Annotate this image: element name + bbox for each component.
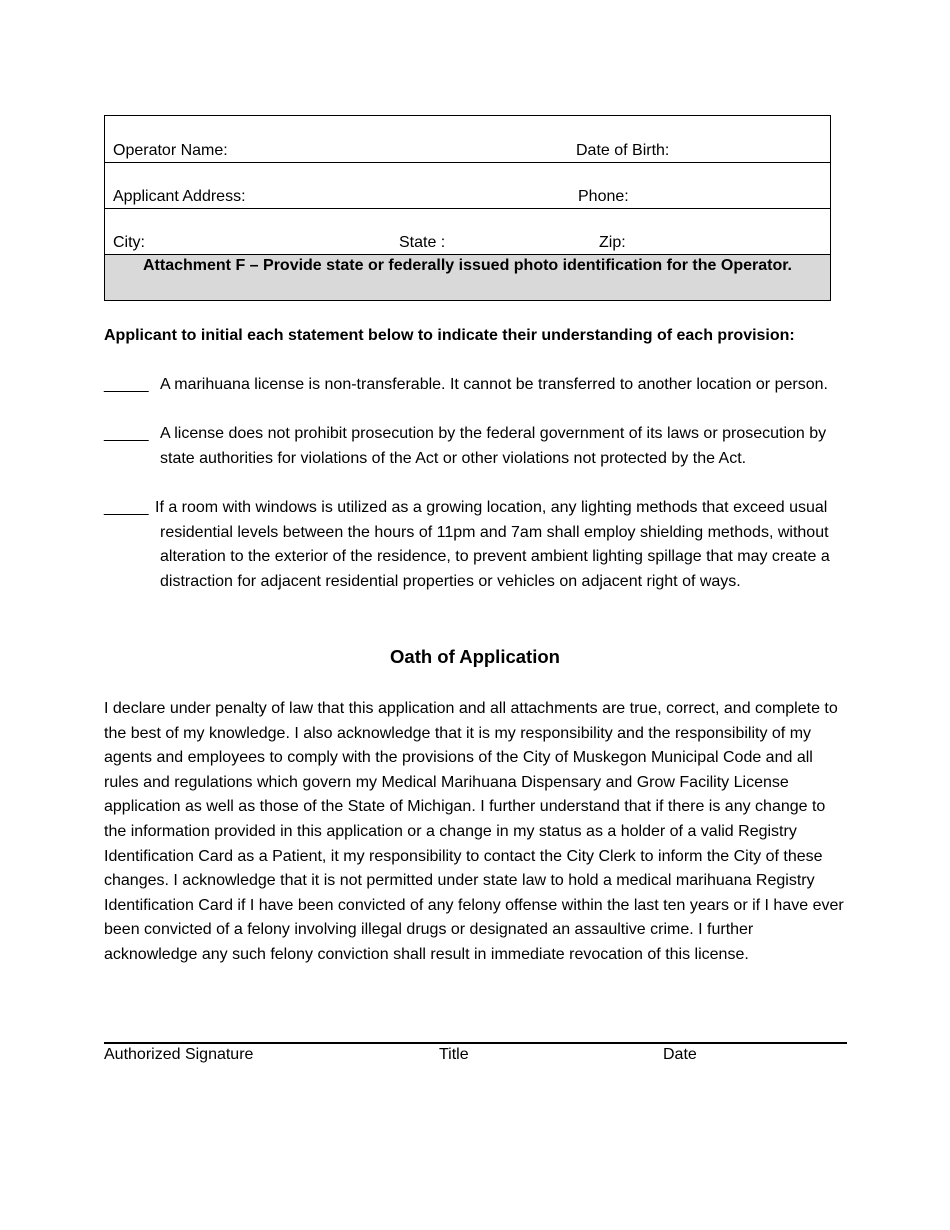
city-row xyxy=(105,208,830,255)
statement-item xyxy=(104,373,839,398)
statement-item xyxy=(104,422,839,471)
initial-blank: _____ xyxy=(104,499,149,516)
operator-name-label: Operator Name: xyxy=(113,142,228,159)
initial-blank: _____ xyxy=(104,425,149,442)
initials-instruction: Applicant to initial each statement below to indicate their understanding of each provision: xyxy=(104,327,795,344)
city-label: City: xyxy=(113,234,145,251)
operator-info-table xyxy=(104,115,831,301)
date-label: Date xyxy=(663,1046,697,1063)
date-of-birth-label: Date of Birth: xyxy=(576,142,670,159)
statement-text: If a room with windows is utilized as a growing location, any lighting methods that exceed usual residential levels between the hours of 11pm and 7am shall employ shielding methods, without alteration to the exterior of the residence, to prevent ambient lighting spillage that may create a distraction for adjacent residential properties or vehicles on adjacent right of ways. xyxy=(155,499,830,590)
statement-item xyxy=(104,496,839,594)
phone-label: Phone: xyxy=(578,188,629,205)
operator-row xyxy=(105,116,830,163)
statement-text: A license does not prohibit prosecution by the federal government of its laws or prosecution by state authorities for violations of the Act or other violations not protected by the Act. xyxy=(160,425,827,467)
applicant-address-label: Applicant Address: xyxy=(113,188,246,205)
zip-label: Zip: xyxy=(599,234,626,251)
title-label: Title xyxy=(439,1046,469,1063)
oath-body: I declare under penalty of law that this application and all attachments are true, correct, and complete to the best of my knowledge. I also acknowledge that it is my responsibility and the responsibility of my agents and employees to comply with the provisions of the City of Muskegon Municipal Code and all rules and regulations which govern my Medical Marihuana Dispensary and Grow Facility License application as well as those of the State of Michigan. I further understand that if there is any change to the information provided in this application or a change in my status as a holder of a valid Registry Identification Card as a Patient, it my responsibility to contact the City Clerk to inform the City of these changes. I acknowledge that it is not permitted under state law to hold a medical marihuana Registry Identification Card if I have been convicted of any felony offense within the last ten years or if I have ever been convicted of a felony involving illegal drugs or designated an assaultive crime. I further acknowledge any such felony conviction shall result in immediate revocation of this license. xyxy=(104,700,844,963)
oath-title: Oath of Application xyxy=(390,646,560,667)
attachment-note xyxy=(105,255,830,300)
authorized-signature-label: Authorized Signature xyxy=(104,1046,254,1063)
address-row xyxy=(105,162,830,209)
attachment-note-text: Attachment F – Provide state or federally issued photo identification for the Operator. xyxy=(143,257,792,274)
state-label: State : xyxy=(399,234,446,251)
initial-blank: _____ xyxy=(104,376,149,393)
signature-line xyxy=(104,1042,847,1044)
statement-text: A marihuana license is non-transferable. It cannot be transferred to another location or person. xyxy=(160,376,828,393)
